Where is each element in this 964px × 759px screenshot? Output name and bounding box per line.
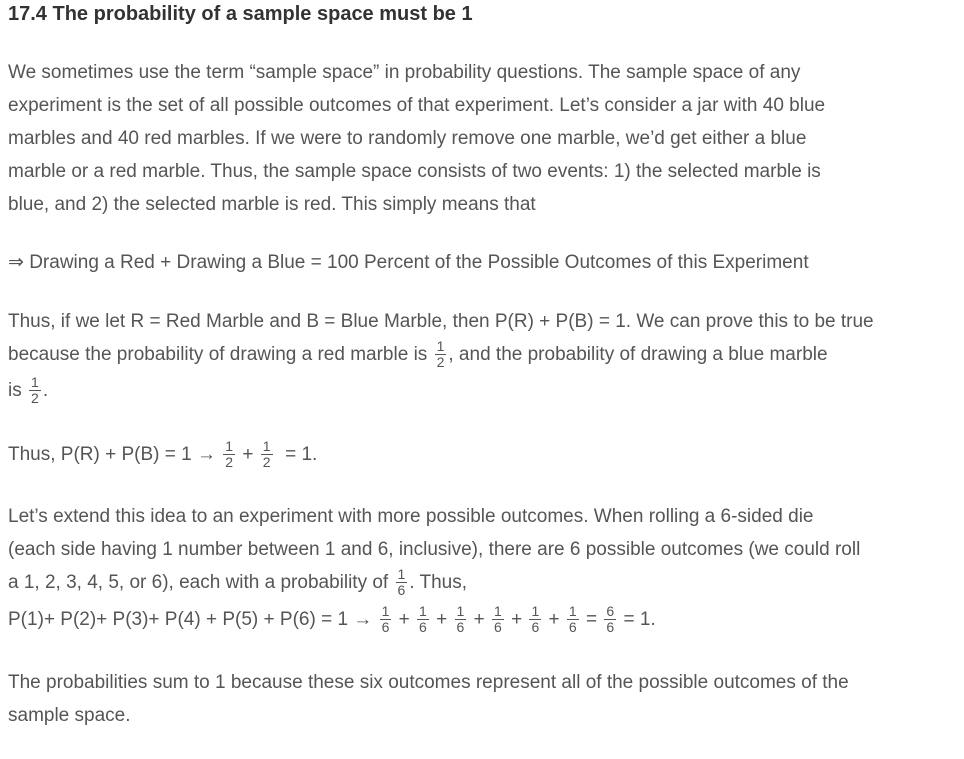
fraction-numerator: 1 bbox=[436, 338, 445, 355]
fraction-one-sixth bbox=[455, 604, 467, 635]
fraction-numerator: 1 bbox=[31, 374, 39, 391]
paragraph-line: The probabilities sum to 1 because these six outcomes represent all of the possible outcomes of the bbox=[8, 672, 849, 693]
plus-sign: + bbox=[473, 609, 485, 630]
paragraph-line: sample space. bbox=[8, 705, 131, 726]
paragraph-line bbox=[8, 374, 958, 410]
paragraph-line: marble or a red marble. Thus, the sample space consists of two events: 1) the selected marble is bbox=[8, 161, 821, 182]
fraction-denominator: 6 bbox=[568, 619, 577, 636]
fraction-numerator: 1 bbox=[225, 438, 234, 455]
fraction-denominator: 2 bbox=[436, 354, 445, 371]
implication-paragraph bbox=[8, 246, 958, 279]
plus-sign: + bbox=[548, 609, 560, 630]
equation-line bbox=[8, 437, 958, 473]
fraction-numerator: 1 bbox=[456, 603, 465, 620]
equation-prefix: Thus, P(R) + P(B) = 1 → bbox=[8, 444, 216, 465]
text-segment: a 1, 2, 3, 4, 5, or 6), each with a probability of bbox=[8, 572, 389, 593]
fraction-denominator: 2 bbox=[262, 454, 271, 471]
fraction-denominator: 6 bbox=[606, 619, 615, 636]
fraction-numerator: 1 bbox=[381, 603, 390, 620]
text-segment: because the probability of drawing a red marble is bbox=[8, 344, 428, 365]
fraction-numerator: 6 bbox=[606, 603, 615, 620]
paragraph-line bbox=[8, 566, 958, 602]
implication-line: ⇒ Drawing a Red + Drawing a Blue = 100 Percent of the Possible Outcomes of this Experiment bbox=[8, 252, 809, 273]
fraction-one-half bbox=[261, 439, 273, 470]
fraction-one-sixth bbox=[492, 604, 504, 635]
fraction-denominator: 2 bbox=[225, 454, 234, 471]
paragraph-line: blue, and 2) the selected marble is red. This simply means that bbox=[8, 194, 536, 215]
equation-suffix: = 1. bbox=[285, 444, 318, 465]
fraction-denominator: 6 bbox=[493, 619, 502, 636]
fraction-six-sixths bbox=[604, 604, 616, 635]
die-paragraph bbox=[8, 500, 958, 638]
fraction-denominator: 6 bbox=[456, 619, 465, 636]
equation-suffix: = 1. bbox=[623, 609, 656, 630]
fraction-one-half bbox=[435, 339, 447, 370]
plus-sign: + bbox=[511, 609, 523, 630]
equation-prefix: P(1)+ P(2)+ P(3)+ P(4) + P(5) + P(6) = 1 → bbox=[8, 609, 373, 630]
plus-sign: + bbox=[398, 609, 410, 630]
plus-sign: + bbox=[242, 444, 254, 465]
paragraph-line: experiment is the set of all possible outcomes of that experiment. Let’s consider a jar with 40 blue bbox=[8, 95, 826, 116]
conclusion-paragraph bbox=[8, 666, 958, 732]
paragraph-line: Let’s extend this idea to an experiment with more possible outcomes. When rolling a 6-sided die bbox=[8, 506, 814, 527]
paragraph-line: We sometimes use the term “sample space” in probability questions. The sample space of any bbox=[8, 62, 801, 83]
fraction-one-sixth bbox=[396, 567, 408, 598]
fraction-one-half bbox=[29, 375, 41, 406]
paragraph-line: Thus, if we let R = Red Marble and B = Blue Marble, then P(R) + P(B) = 1. We can prove this to be true bbox=[8, 311, 874, 332]
text-segment: . bbox=[42, 380, 49, 401]
fraction-one-sixth bbox=[380, 604, 392, 635]
fraction-denominator: 6 bbox=[531, 619, 540, 636]
fraction-numerator: 1 bbox=[493, 603, 502, 620]
fraction-denominator: 6 bbox=[419, 619, 427, 636]
sample-space-paragraph bbox=[8, 56, 958, 221]
fraction-one-sixth bbox=[529, 604, 541, 635]
fraction-denominator: 2 bbox=[31, 390, 39, 407]
fraction-numerator: 1 bbox=[397, 566, 406, 583]
plus-sign: + bbox=[436, 609, 448, 630]
section-title: 17.4 The probability of a sample space must be 1 bbox=[8, 3, 473, 25]
text-segment: is bbox=[8, 380, 22, 401]
fraction-numerator: 1 bbox=[568, 603, 577, 620]
fraction-one-half bbox=[223, 439, 235, 470]
paragraph-line: (each side having 1 number between 1 and 6, inclusive), there are 6 possible outcomes (we could roll bbox=[8, 539, 861, 560]
fraction-numerator: 1 bbox=[419, 603, 427, 620]
fraction-numerator: 1 bbox=[531, 603, 540, 620]
equals-sign: = bbox=[586, 609, 598, 630]
equation-die bbox=[8, 602, 958, 638]
paragraph-line bbox=[8, 338, 958, 374]
paragraph-line: marbles and 40 red marbles. If we were to randomly remove one marble, we’d get either a blue bbox=[8, 128, 807, 149]
text-segment: , and the probability of drawing a blue marble bbox=[448, 344, 828, 365]
fraction-denominator: 6 bbox=[381, 619, 390, 636]
marble-proof-paragraph bbox=[8, 305, 958, 410]
fraction-one-sixth bbox=[567, 604, 579, 635]
fraction-numerator: 1 bbox=[262, 438, 271, 455]
fraction-one-sixth bbox=[417, 604, 429, 635]
fraction-denominator: 6 bbox=[397, 582, 406, 599]
equation-marbles bbox=[8, 437, 958, 473]
text-segment: . Thus, bbox=[409, 572, 468, 593]
